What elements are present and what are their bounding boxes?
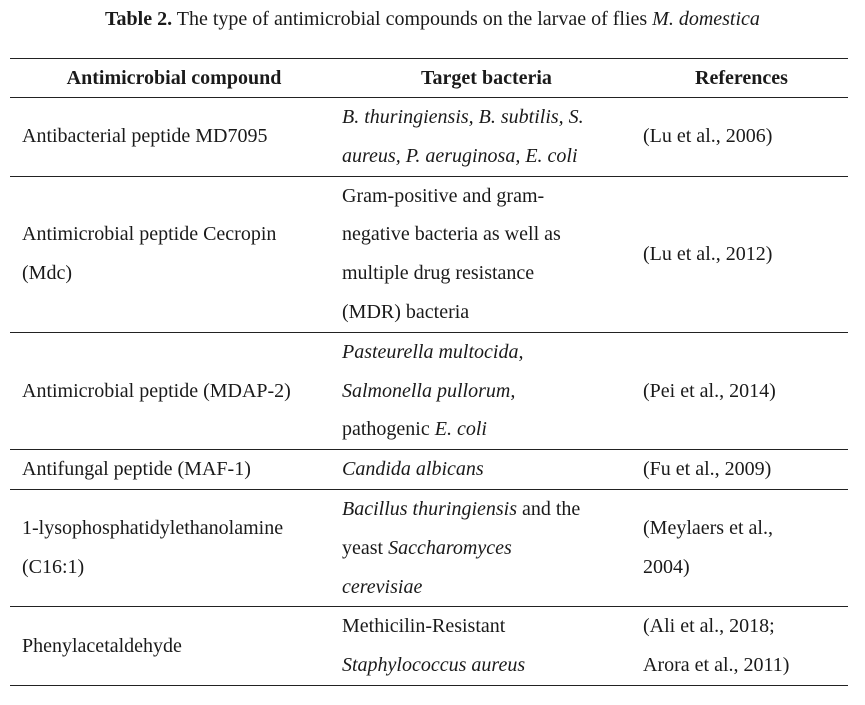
- cell-reference: [635, 332, 848, 449]
- reference-line: (Ali et al., 2018;: [643, 615, 775, 638]
- header-target: Target bacteria: [338, 59, 635, 98]
- table-row: [10, 98, 848, 177]
- cell-compound: [10, 607, 338, 686]
- target-line: [342, 215, 635, 254]
- plain-text: pathogenic: [342, 418, 435, 441]
- reference-line: (Pei et al., 2014): [643, 379, 776, 402]
- table-label: Table 2.: [105, 8, 173, 30]
- compound-line: (C16:1): [22, 556, 85, 579]
- plain-text: and the: [517, 497, 581, 520]
- compound-line: Phenylacetaldehyde: [22, 634, 182, 657]
- italic-text: cerevisiae: [342, 575, 423, 598]
- caption-species: M. domestica: [652, 8, 760, 30]
- cell-target: [338, 98, 635, 177]
- table-row: [10, 489, 848, 606]
- cell-reference: [635, 489, 848, 606]
- table-row: [10, 332, 848, 449]
- reference-line: 2004): [643, 556, 690, 579]
- target-line: [342, 372, 635, 411]
- reference-line: (Meylaers et al.,: [643, 517, 773, 540]
- italic-text: aureus, P. aeruginosa, E. coli: [342, 144, 578, 167]
- cell-reference: [635, 176, 848, 332]
- cell-reference: [635, 607, 848, 686]
- italic-text: Candida albicans: [342, 458, 484, 481]
- table-body: [10, 98, 848, 686]
- italic-text: E. coli: [434, 418, 487, 441]
- cell-compound: [10, 450, 338, 490]
- reference-line: Arora et al., 2011): [643, 654, 790, 677]
- italic-text: Saccharomyces: [388, 536, 512, 559]
- compound-line: Antimicrobial peptide Cecropin: [22, 223, 277, 246]
- reference-line: (Lu et al., 2006): [643, 125, 773, 148]
- reference-line: (Fu et al., 2009): [643, 458, 772, 481]
- compound-line: Antimicrobial peptide (MDAP-2): [22, 379, 291, 402]
- cell-reference: [635, 450, 848, 490]
- target-line: [342, 98, 635, 137]
- compound-line: 1-lysophosphatidylethanolamine: [22, 517, 284, 540]
- antimicrobial-table: [10, 58, 848, 686]
- cell-target: [338, 607, 635, 686]
- italic-text: B. thuringiensis, B. subtilis, S.: [342, 106, 584, 128]
- cell-target: [338, 489, 635, 606]
- plain-text: yeast: [342, 536, 389, 559]
- target-line: [342, 254, 635, 293]
- italic-text: Staphylococcus aureus: [342, 654, 526, 677]
- italic-text: Bacillus thuringiensis: [342, 497, 517, 520]
- plain-text: Gram-positive and gram-: [342, 184, 545, 207]
- table-row: [10, 607, 848, 686]
- table-header: [10, 59, 848, 98]
- cell-reference: [635, 98, 848, 177]
- target-line: [342, 490, 635, 529]
- plain-text: negative bacteria as well as: [342, 223, 561, 246]
- cell-target: [338, 450, 635, 490]
- cell-compound: [10, 98, 338, 177]
- italic-text: Pasteurella multocida,: [342, 340, 524, 363]
- table-row: [10, 450, 848, 490]
- compound-line: (Mdc): [22, 262, 72, 285]
- cell-compound: [10, 489, 338, 606]
- header-compound: Antimicrobial compound: [10, 59, 338, 98]
- compound-line: Antifungal peptide (MAF-1): [22, 458, 251, 481]
- table-caption: [0, 6, 865, 32]
- plain-text: (MDR) bacteria: [342, 300, 470, 323]
- target-line: [342, 333, 635, 372]
- target-line: [342, 137, 635, 176]
- header-references: References: [635, 59, 848, 98]
- plain-text: multiple drug resistance: [342, 262, 535, 285]
- cell-compound: [10, 332, 338, 449]
- target-line: [342, 646, 635, 685]
- target-line: [342, 607, 635, 646]
- target-line: [342, 568, 635, 607]
- reference-line: (Lu et al., 2012): [643, 242, 773, 265]
- target-line: [342, 293, 635, 332]
- compound-line: Antibacterial peptide MD7095: [22, 125, 268, 148]
- target-line: [342, 450, 635, 489]
- target-line: [342, 529, 635, 568]
- italic-text: Salmonella pullorum,: [342, 379, 516, 402]
- plain-text: Methicilin-Resistant: [342, 615, 506, 638]
- target-line: [342, 410, 635, 449]
- cell-target: [338, 332, 635, 449]
- table-row: [10, 176, 848, 332]
- cell-target: [338, 176, 635, 332]
- target-line: [342, 177, 635, 216]
- cell-compound: [10, 176, 338, 332]
- caption-text: The type of antimicrobial compounds on the larvae of flies: [176, 8, 648, 30]
- header-row: [10, 59, 848, 98]
